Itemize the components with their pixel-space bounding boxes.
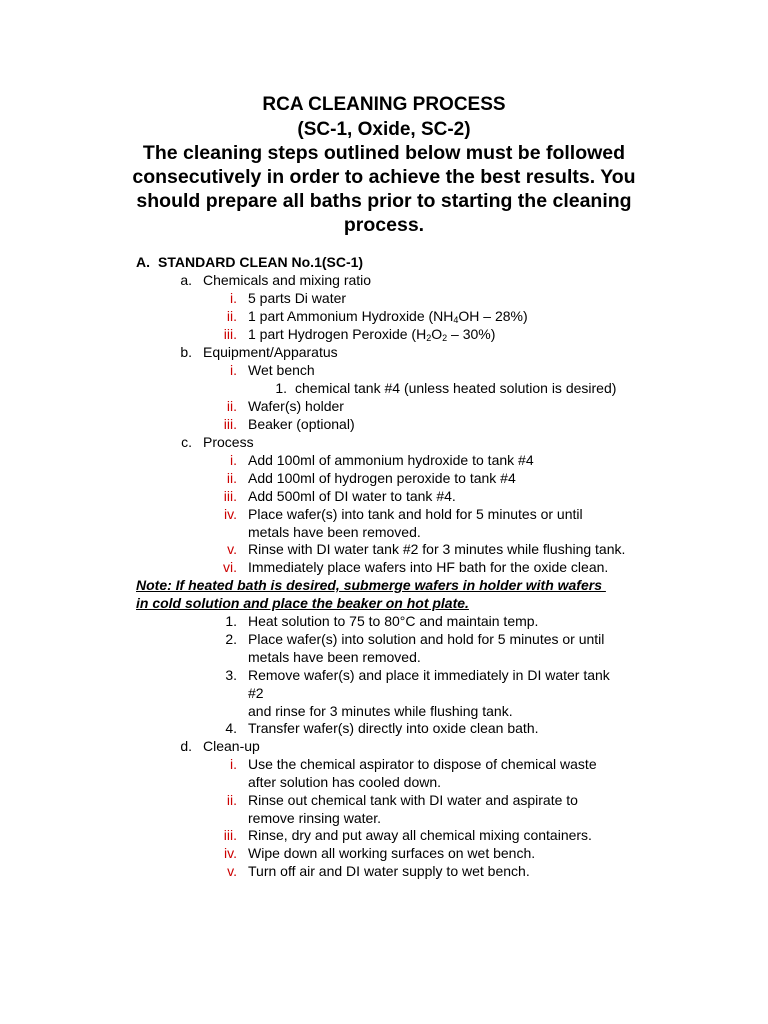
cleanup-v-text: Turn off air and DI water supply to wet bench. — [248, 863, 530, 879]
cleanup-i-number: i. — [230, 756, 237, 772]
chem-number: a. — [180, 272, 192, 288]
equip-number: b. — [180, 344, 192, 360]
heated-2-line1: Place wafer(s) into solution and hold for 5 minutes or until — [248, 631, 605, 647]
cleanup-ii-line2: remove rinsing water. — [248, 810, 382, 826]
intro-paragraph: The cleaning steps outlined below must be followed consecutively in order to achieve the best results. You should prepare all baths prior to starting the cleaning process. — [132, 142, 636, 236]
heated-2-number: 2. — [225, 631, 237, 647]
process-v-text: Rinse with DI water tank #2 for 3 minutes while flushing tank. — [248, 541, 626, 557]
equip-iii-number: iii. — [223, 416, 237, 432]
cleanup-number: d. — [180, 738, 192, 754]
note-line1: Note: If heated bath is desired, submerge wafers in holder with wafers — [136, 577, 606, 593]
page-title: RCA CLEANING PROCESS — [262, 94, 506, 115]
cleanup-i-line2: after solution has cooled down. — [248, 774, 442, 790]
process-i-text: Add 100ml of ammonium hydroxide to tank #4 — [248, 452, 534, 468]
equip-i-text: Wet bench — [248, 362, 315, 378]
cleanup-ii-number: ii. — [226, 792, 237, 808]
chem-i-number: i. — [230, 290, 237, 306]
chem-i-text: 5 parts Di water — [248, 290, 347, 306]
cleanup-iii-text: Rinse, dry and put away all chemical mixing containers. — [248, 827, 592, 843]
equip-i1-text: chemical tank #4 (unless heated solution is desired) — [295, 380, 617, 396]
cleanup-iii-number: iii. — [223, 827, 237, 843]
process-iv-line2: metals have been removed. — [248, 524, 421, 540]
cleanup-iv-text: Wipe down all working surfaces on wet bench. — [248, 845, 536, 861]
process-ii-number: ii. — [226, 470, 237, 486]
process-i-number: i. — [230, 452, 237, 468]
heated-3-line1: Remove wafer(s) and place it immediately in DI water tank — [248, 667, 610, 683]
process-heading: Process — [203, 434, 254, 450]
note-line2: in cold solution and place the beaker on hot plate. — [136, 595, 469, 611]
process-iv-line1: Place wafer(s) into tank and hold for 5 minutes or until — [248, 506, 583, 522]
process-vi-text: Immediately place wafers into HF bath for the oxide clean. — [248, 559, 609, 575]
section-number: A. — [136, 254, 150, 270]
process-v-number: v. — [227, 541, 237, 557]
section-title: STANDARD CLEAN No.1(SC-1) — [158, 254, 364, 270]
heated-4-number: 4. — [225, 720, 237, 736]
cleanup-iv-number: iv. — [224, 845, 237, 861]
heated-1-number: 1. — [225, 613, 237, 629]
process-vi-number: vi. — [223, 559, 237, 575]
heated-4-text: Transfer wafer(s) directly into oxide clean bath. — [248, 720, 539, 736]
process-ii-text: Add 100ml of hydrogen peroxide to tank #4 — [248, 470, 516, 486]
chem-iii-text: 1 part Hydrogen Peroxide $(H_2O_2 - 30\%)$ — [248, 326, 496, 343]
cleanup-ii-line1: Rinse out chemical tank with DI water and aspirate to — [248, 792, 578, 808]
chem-heading: Chemicals and mixing ratio — [203, 272, 372, 288]
equip-iii-text: Beaker (optional) — [248, 416, 355, 432]
heated-3-number: 3. — [225, 667, 237, 683]
process-iv-number: iv. — [224, 506, 237, 522]
equip-ii-text: Wafer(s) holder — [248, 398, 344, 414]
equip-i-number: i. — [230, 362, 237, 378]
page-subtitle: (SC-1, Oxide, SC-2) — [297, 119, 471, 140]
process-iii-number: iii. — [223, 488, 237, 504]
process-number: c. — [181, 434, 192, 450]
heated-3-line3: and rinse for 3 minutes while flushing tank. — [248, 703, 513, 719]
equip-heading: Equipment/Apparatus — [203, 344, 338, 360]
chem-iii-number: iii. — [223, 326, 237, 342]
process-iii-text: Add 500ml of DI water to tank #4. — [248, 488, 456, 504]
cleanup-heading: Clean-up — [203, 738, 260, 754]
heated-2-line2: metals have been removed. — [248, 649, 421, 665]
chem-ii-text: 1 part Ammonium Hydroxide $(NH_4OH - 28\%)$ — [248, 308, 528, 325]
cleanup-v-number: v. — [227, 863, 237, 879]
equip-i1-number: 1. — [275, 380, 287, 396]
cleanup-i-line1: Use the chemical aspirator to dispose of chemical waste — [248, 756, 597, 772]
heated-1-text: Heat solution to 75 to 80°C and maintain temp. — [248, 613, 539, 629]
equip-ii-number: ii. — [226, 398, 237, 414]
chem-ii-number: ii. — [226, 308, 237, 324]
heated-3-line2: #2 — [248, 685, 264, 701]
